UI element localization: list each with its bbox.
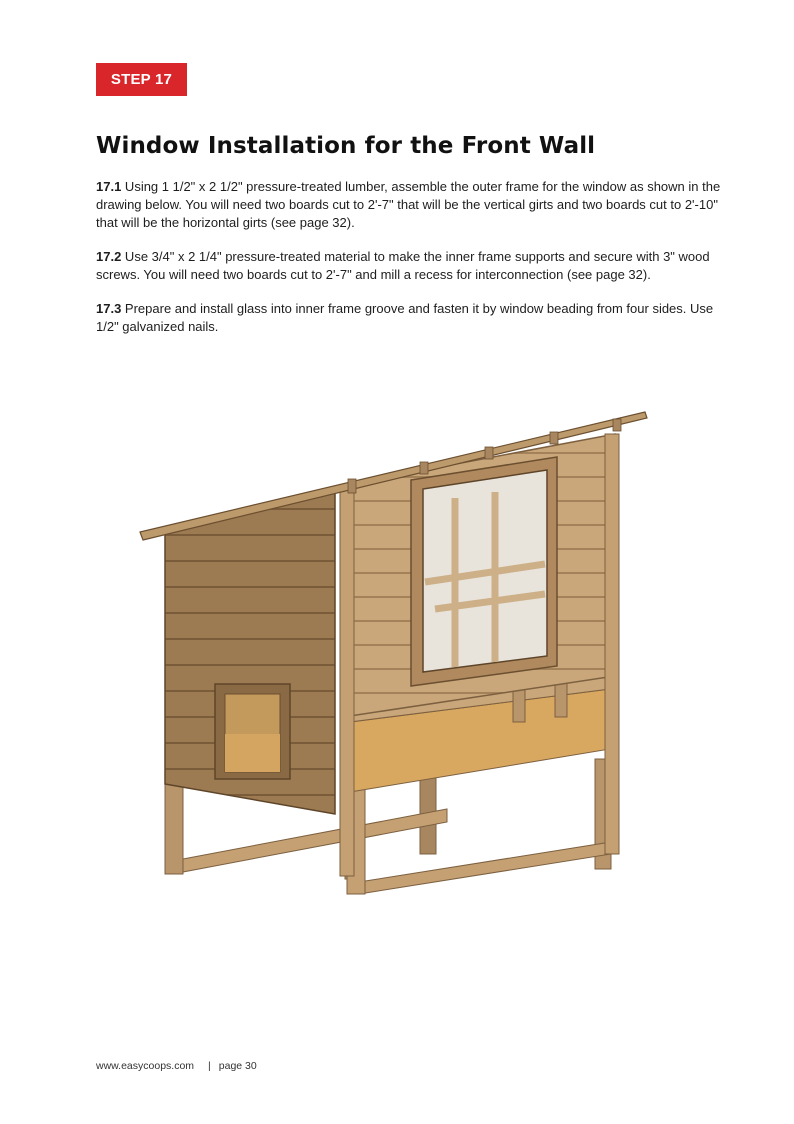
- footer-separator: |: [208, 1060, 211, 1072]
- site-link[interactable]: www.easycoops.com: [96, 1060, 195, 1072]
- window: [411, 457, 557, 686]
- step-17-1: [96, 178, 736, 232]
- step-17-2: [96, 248, 736, 284]
- step-text: Use 3/4" x 2 1/4" pressure-treated material to make the inner frame supports and secure with 3" wood screws. You will need two boards cut to 2'-7" and mill a recess for interconnection (see page 32).: [96, 249, 710, 282]
- side-wall: [165, 487, 335, 814]
- footer: [96, 1060, 257, 1072]
- step-text: Using 1 1/2" x 2 1/2" pressure-treated lumber, assemble the outer frame for the window as shown in the drawing below. You will need two boards cut to 2'-7" that will be the vertical girts and two boards cut to 2'-10" that will be the horizontal girts (see page 32).: [96, 179, 721, 230]
- step-number: 17.3: [96, 301, 122, 316]
- coop-illustration: [135, 404, 650, 909]
- step-badge: STEP 17: [96, 63, 187, 96]
- step-number: 17.2: [96, 249, 122, 264]
- page-number: page 30: [218, 1060, 257, 1072]
- step-text: Prepare and install glass into inner frame groove and fasten it by window beading from four sides. Use 1/2" galvanized nails.: [96, 301, 714, 334]
- page-title: Window Installation for the Front Wall: [96, 133, 596, 159]
- step-number: 17.1: [96, 179, 122, 194]
- instructions: [96, 178, 736, 352]
- step-17-3: [96, 300, 736, 336]
